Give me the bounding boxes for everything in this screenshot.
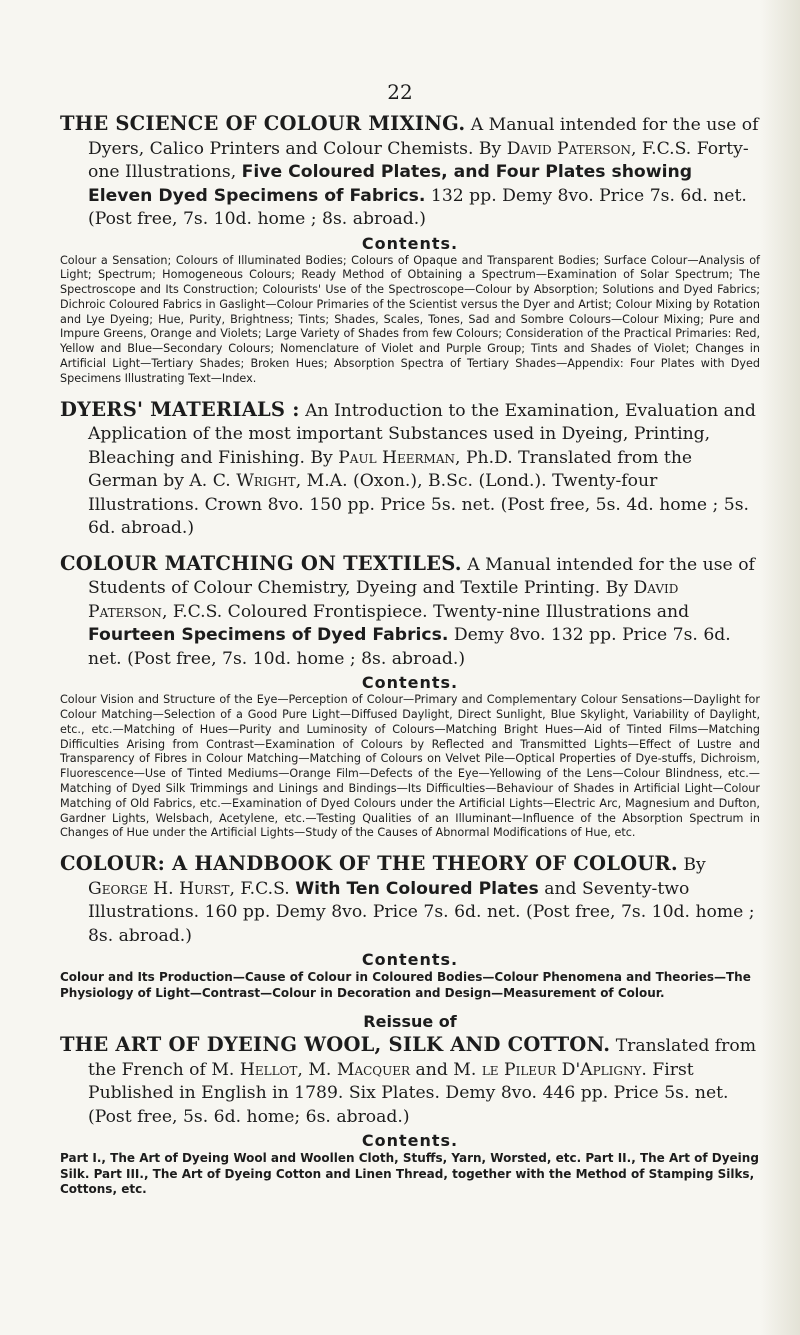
highlight-text: With Ten Coloured Plates	[295, 878, 539, 899]
contents-heading: Contents.	[361, 673, 459, 693]
entry-description	[60, 398, 760, 541]
desc-text: , M.	[297, 1059, 337, 1080]
contents-heading: Contents.	[361, 950, 459, 970]
entry-description	[60, 552, 760, 672]
desc-text: and M.	[410, 1059, 482, 1080]
contents-text: Colour a Sensation; Colours of Illuminated Bodies; Colours of Opaque and Transparent Bodies; Surface Colour—Analysis of Light; Spectrum; Homogeneous Colours; Ready Method of Obtaining a Spectrum—Examination of Solar Spectrum; The Spectroscope and Its Construction; Colourists' Use of the Spectroscope—Colour by Absorption; Solutions and Dyed Fabrics; Dichroic Coloured Fabrics in Gaslight—Colour Primaries of the Scientist versus the Dyer and Artist; Colour Mixing by Rotation and Lye Dyeing; Hue, Purity, Brightness; Tints; Shades, Scales, Tones, Sad and Sombre Colours—Colour Mixing; Pure and Impure Greens, Orange and Violets; Large Variety of Shades from few Colours; Consideration of the Practical Primaries: Red, Yellow and Blue—Secondary Colours; Nomenclature of Violet and Purple Group; Tints and Shades of Violet; Changes in Artificial Light—Tertiary Shades; Broken Hues; Absorption Spectra of Tertiary Shades—Appendix: Four Plates with Dyed Specimens Illustrating Text—Index.	[60, 253, 760, 385]
desc-text: 132 pp. Demy 8vo. Price 7s. 6d. net. (Post free, 7s. 10d. home ; 8s. abroad.)	[88, 185, 747, 229]
desc-text: , M.A. (Oxon.), B.Sc. (Lond.). Twenty-four Illustrations. Crown 8vo. 150 pp. Price 5s. net. (Post free, 5s. 4d. home ; 5s. 6d. abroad.)	[88, 471, 750, 539]
book-title: DYERS' MATERIALS :	[60, 397, 300, 421]
book-title: THE ART OF DYEING WOOL, SILK AND COTTON.	[60, 1033, 611, 1057]
catalogue-entry	[60, 112, 760, 387]
entry-description	[60, 852, 760, 948]
entry-description	[60, 112, 760, 232]
catalogue-entry	[60, 398, 760, 541]
catalogue-listing	[60, 112, 760, 1209]
catalogue-entry	[60, 852, 760, 1001]
book-title: COLOUR: A HANDBOOK OF THE THEORY OF COLOUR.	[60, 852, 678, 876]
desc-text: , F.C.S. Forty-one Illustrations,	[88, 138, 749, 182]
desc-text: A Manual intended for the use of Dyers, Calico Printers and Colour Chemists. By	[88, 115, 759, 159]
contents-heading: Contents.	[361, 233, 459, 253]
book-title: THE SCIENCE OF COLOUR MIXING.	[60, 112, 466, 135]
desc-text: An Introduction to the Examination, Evaluation and Application of the most important Substances used in Dyeing, Printing, Bleaching and Finishing. By	[88, 400, 756, 468]
desc-text: , Ph.D. Translated from the German by A. C.	[88, 447, 693, 492]
author-name: Wright	[236, 471, 296, 492]
desc-text: , F.C.S.	[229, 878, 296, 899]
author-name: David Paterson	[506, 138, 631, 159]
author-name: Macquer	[336, 1059, 411, 1080]
author-name: David Paterson	[88, 578, 679, 622]
page-number: 22	[387, 80, 413, 104]
desc-text: By	[677, 855, 706, 876]
catalogue-entry	[60, 1012, 760, 1198]
contents-text: Part I., The Art of Dyeing Wool and Woollen Cloth, Stuffs, Yarn, Worsted, etc. Part II., The Art of Dyeing Silk. Part III., The Art of Dyeing Cotton and Linen Thread, together with the Method of Stamping Silks, Cottons, etc.	[60, 1151, 759, 1197]
author-name: le Pileur D'Apligny	[481, 1059, 642, 1080]
entry-description	[60, 1033, 760, 1129]
desc-text: . First Published in English in 1789. Six Plates. Demy 8vo. 446 pp. Price 5s. net. (Post free, 5s. 6d. home; 6s. abroad.)	[88, 1059, 729, 1127]
desc-text: Translated from the French of M.	[88, 1036, 757, 1080]
contents-heading: Contents.	[361, 1131, 459, 1151]
author-name: Hellot	[239, 1059, 298, 1080]
page-edge-shadow	[760, 0, 800, 1335]
desc-text: and Seventy-two Illustrations. 160 pp. Demy 8vo. Price 7s. 6d. net. (Post free, 7s. 10d. home ; 8s. abroad.)	[88, 878, 755, 946]
book-title: COLOUR MATCHING ON TEXTILES.	[60, 551, 462, 575]
contents-text: Colour Vision and Structure of the Eye—Perception of Colour—Primary and Complementary Colour Sensations—Daylight for Colour Matching—Selection of a Good Pure Light—Diffused Daylight, Direct Sunlight, Blue Skylight, Variability of Daylight, etc., etc.—Matching of Hues—Purity and Luminosity of Colours—Matching Bright Hues—Aid of Tinted Films—Matching Difficulties Arising from Contrast—Examination of Colours by Reflected and Transmitted Lights—Effect of Lustre and Transparency of Fibres in Colour Matching—Matching of Colours on Velvet Pile—Optical Properties of Dye-stuffs, Dichroism, Fluorescence—Use of Tinted Mediums—Orange Film—Defects of the Eye—Yellowing of the Lens—Colour Blindness, etc.—Matching of Dyed Silk Trimmings and Linings and Bindings—Its Difficulties—Behaviour of Shades in Artificial Light—Colour Matching of Old Fabrics, etc.—Examination of Dyed Colours under the Artificial Lights—Electric Arc, Magnesium and Dufton, Gardner Lights, Welsbach, Acetylene, etc.—Testing Qualities of an Illuminant—Influence of the Absorption Spectrum in Changes of Hue under the Artificial Lights—Study of the Causes of Abnormal Modifications of Hue, etc.	[60, 693, 760, 840]
author-name: George H. Hurst	[88, 878, 230, 899]
highlight-text: Fourteen Specimens of Dyed Fabrics.	[88, 625, 449, 646]
reissue-label: Reissue of	[363, 1012, 457, 1032]
highlight-text: Five Coloured Plates, and Four Plates showing Eleven Dyed Specimens of Fabrics.	[88, 162, 693, 206]
author-name: Paul Heerman	[338, 447, 456, 468]
catalogue-entry	[60, 552, 760, 841]
desc-text: A Manual intended for the use of Students of Colour Chemistry, Dyeing and Textile Printing. By	[88, 554, 755, 599]
contents-text: Colour and Its Production—Cause of Colour in Coloured Bodies—Colour Phenomena and Theories—The Physiology of Light—Contrast—Colour in Decoration and Design—Measurement of Colour.	[60, 970, 751, 1000]
desc-text: , F.C.S. Coloured Frontispiece. Twenty-nine Illustrations and	[161, 601, 690, 622]
desc-text: Demy 8vo. 132 pp. Price 7s. 6d. net. (Post free, 7s. 10d. home ; 8s. abroad.)	[88, 625, 731, 669]
